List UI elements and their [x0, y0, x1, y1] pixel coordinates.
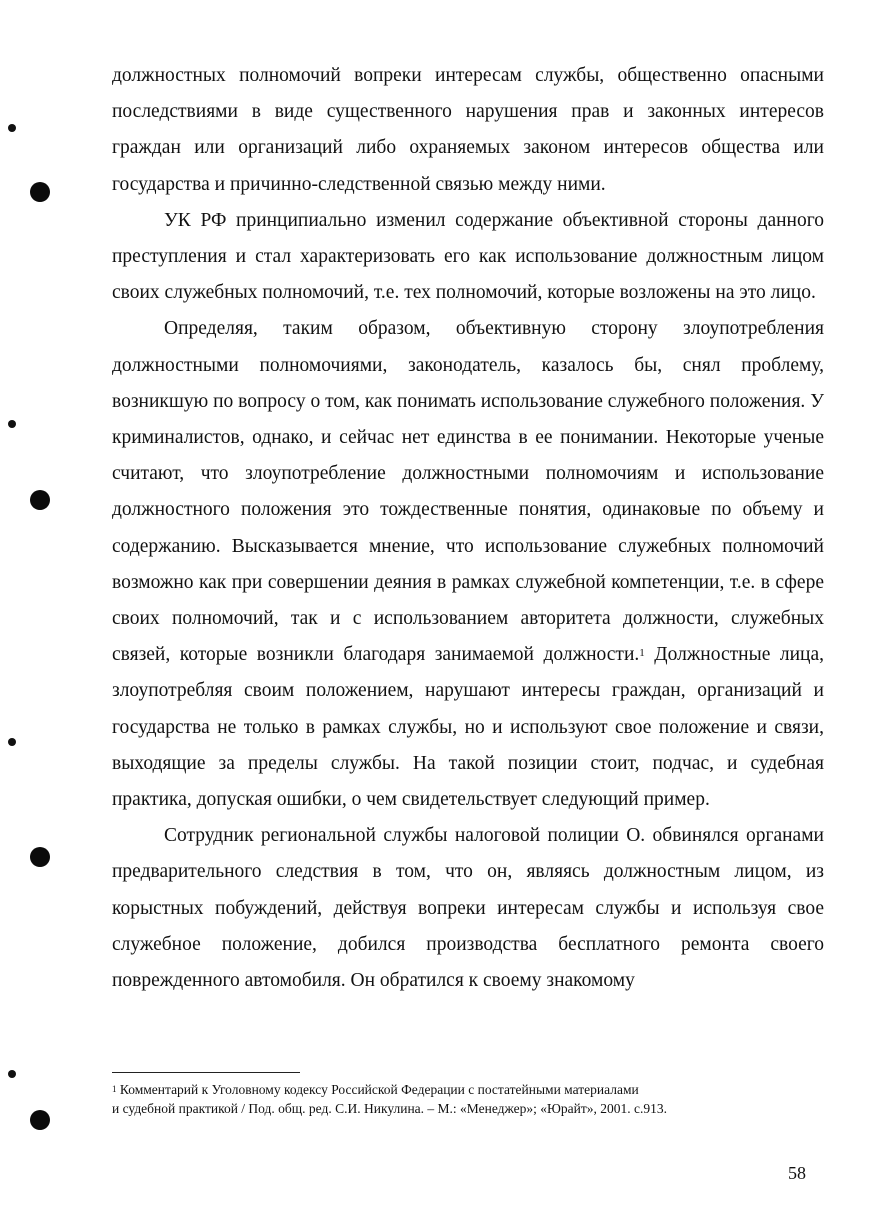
- binding-mark: [8, 1070, 16, 1078]
- binding-mark: [8, 124, 16, 132]
- binding-mark: [8, 738, 16, 746]
- punch-hole: [30, 847, 50, 867]
- page-number: 58: [788, 1163, 806, 1183]
- footnote-separator: [112, 1072, 300, 1073]
- paragraph: УК РФ принципиально изменил содержание объективной стороны данного преступления и стал характеризовать его как использование должностным лицом своих служебных полномочий, т.е. тех полномочий, которые возложены на это лицо.: [112, 209, 824, 304]
- punch-hole: [30, 1110, 50, 1130]
- footnote-line: и судебной практикой / Под. общ. ред. С.И. Никулина. – М.: «Менеджер»; «Юрайт», 2001. с.913.: [112, 1101, 668, 1116]
- binding-mark: [8, 420, 16, 428]
- footnote: [112, 1080, 824, 1118]
- paragraph-text: Определяя, таким образом, объективную сторону злоупотребления должностными полномочиями, законодатель, казалось бы, снял проблему, возникшую по вопросу о том, как понимать использование служебного положения. У криминалистов, однако, и сейчас нет единства в ее понимании. Некоторые ученые считают, что злоупотребление должностными полномочиям и использование должностного положения это тождественные понятия, одинаковые по объему и содержанию. Высказывается мнение, что использование служебных полномочий возможно как при совершении деяния в рамках служебной компетенции, т.е. в сфере своих полномочий, так и с использованием авторитета должности, служебных связей, которые возникли благодаря занимаемой должности.: [112, 318, 824, 666]
- punch-hole: [30, 182, 50, 202]
- footnote-marker: 1: [112, 1084, 117, 1094]
- footnote-text: Комментарий к Уголовному кодексу Российской Федерации с постатейными материалами: [119, 1082, 639, 1097]
- paragraph: должностных полномочий вопреки интересам службы, общественно опасными последствиями в виде существенного нарушения прав и законных интересов граждан или организаций либо охраняемых законом интересов общества или государства и причинно-следственной связью между ними.: [112, 65, 824, 195]
- paragraph: Сотрудник региональной службы налоговой полиции О. обвинялся органами предварительного следствия в том, что он, являясь должностным лицом, из корыстных побуждений, действуя вопреки интересам службы и используя свое служебное положение, добился производства бесплатного ремонта своего поврежденного автомобиля. Он обратился к своему знакомому: [112, 825, 824, 992]
- body-text: [112, 58, 824, 999]
- footnote-reference: 1: [639, 647, 645, 660]
- punch-hole: [30, 490, 50, 510]
- paragraph: [112, 311, 824, 818]
- paragraph-text: Должностные лица, злоупотребляя своим положением, нарушают интересы граждан, организаций и государства не только в рамках службы, но и используют свое положение и связи, выходящие за пределы службы. На такой позиции стоит, подчас, и судебная практика, допуская ошибки, о чем свидетельствует следующий пример.: [112, 644, 825, 811]
- footnote-line: [112, 1080, 824, 1099]
